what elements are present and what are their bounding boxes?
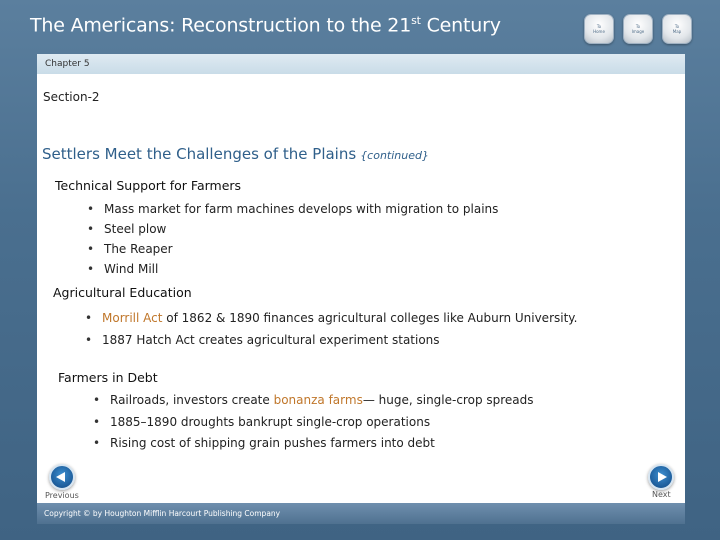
image-icon-line2: Image — [631, 29, 645, 34]
morrill-act-highlight: Morrill Act — [102, 311, 163, 325]
left-triangle-icon — [56, 472, 65, 482]
previous-arrow-icon[interactable] — [49, 464, 75, 490]
image-icon[interactable] — [623, 14, 653, 44]
heading-continued: {continued} — [360, 149, 429, 162]
slide-heading — [42, 145, 429, 163]
list-item — [85, 307, 578, 329]
list-item: • 1887 Hatch Act creates agricultural experiment stations — [85, 329, 578, 351]
section-label: Section-2 — [43, 90, 100, 104]
bonanza-post: — huge, single-crop spreads — [362, 393, 534, 407]
map-icon-line1: To — [674, 24, 680, 29]
next-link[interactable]: Next — [652, 490, 671, 499]
list-item: • Mass market for farm machines develops with migration to plains — [87, 199, 498, 219]
title-main: The Americans: Reconstruction to the 21 — [30, 14, 412, 37]
heading-text: Settlers Meet the Challenges of the Plains — [42, 145, 357, 163]
bonanza-pre: Railroads, investors create — [110, 393, 274, 407]
list-item: • Steel plow — [87, 219, 498, 239]
previous-link[interactable]: Previous — [45, 491, 79, 500]
home-icon-line2: Home — [593, 29, 605, 34]
title-superscript: st — [411, 14, 421, 27]
image-icon-line1: To — [635, 24, 641, 29]
list-item: • 1885–1890 droughts bankrupt single-crop operations — [93, 412, 534, 434]
right-triangle-icon — [658, 472, 667, 482]
farmers-debt-title: Farmers in Debt — [58, 370, 158, 385]
list-item: • Rising cost of shipping grain pushes farmers into debt — [93, 433, 534, 455]
agricultural-education-list — [85, 307, 578, 351]
map-icon-line2: Map — [672, 29, 682, 34]
technical-support-list — [87, 199, 498, 279]
slide-content — [37, 54, 685, 524]
title-end: Century — [420, 14, 501, 37]
nav-icon-group — [584, 14, 692, 44]
copyright-footer: Copyright © by Houghton Mifflin Harcourt Publishing Company — [37, 503, 685, 524]
home-icon[interactable] — [584, 14, 614, 44]
technical-support-title: Technical Support for Farmers — [55, 178, 242, 193]
chapter-bar: Chapter 5 — [37, 54, 685, 74]
list-item: • Wind Mill — [87, 259, 498, 279]
bonanza-farms-highlight: bonanza farms — [273, 393, 363, 407]
next-arrow-icon[interactable] — [648, 464, 674, 490]
map-icon[interactable] — [662, 14, 692, 44]
farmers-debt-list — [93, 390, 534, 455]
list-item — [93, 390, 534, 412]
home-icon-line1: To — [596, 24, 602, 29]
morrill-act-text: of 1862 & 1890 finances agricultural colleges like Auburn University. — [162, 311, 578, 325]
list-item: • The Reaper — [87, 239, 498, 259]
app-title — [30, 14, 501, 36]
agricultural-education-title: Agricultural Education — [53, 285, 192, 300]
